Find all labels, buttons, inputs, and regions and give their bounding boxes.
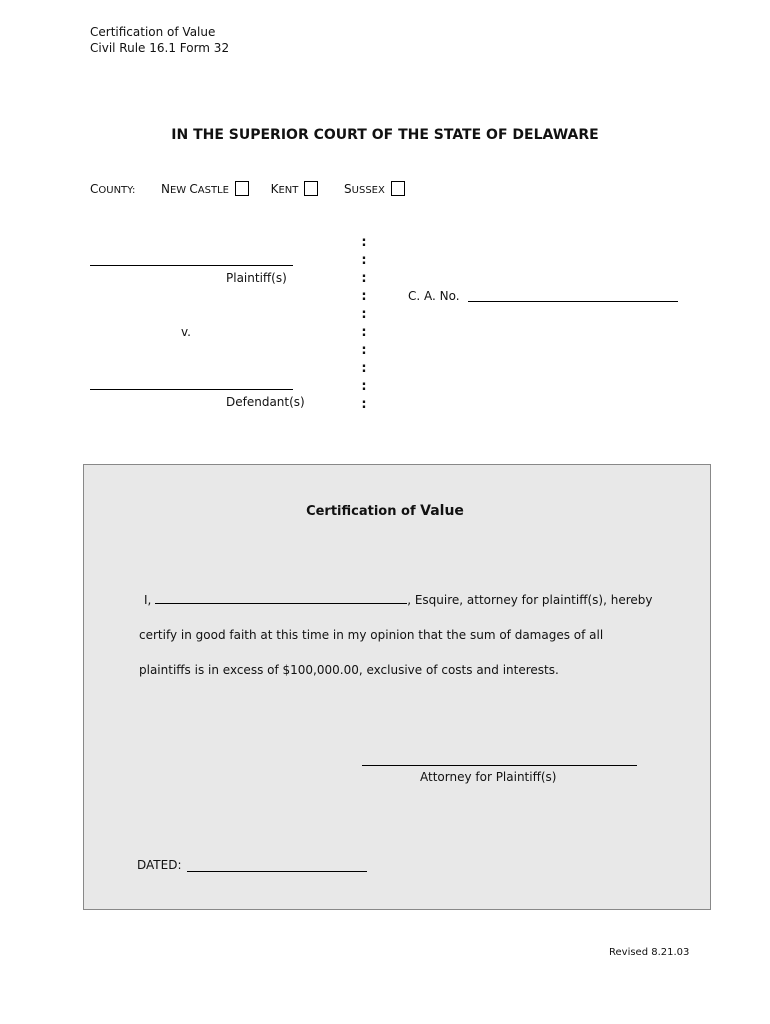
colon-mark: : [361, 253, 367, 268]
county-option-new-castle: NEW CASTLE [160, 182, 229, 196]
attorney-signature-line[interactable] [362, 765, 637, 766]
certification-box [83, 464, 711, 910]
colon-mark: : [361, 307, 367, 322]
colon-mark: : [361, 271, 367, 286]
kent-checkbox[interactable] [304, 181, 318, 196]
new-castle-checkbox[interactable] [235, 181, 249, 196]
certification-para-line3: plaintiffs is in excess of $100,000.00, exclusive of costs and interests. [139, 663, 559, 677]
colon-mark: : [361, 289, 367, 304]
case-number-label: C. A. No. [408, 289, 460, 303]
colon-mark: : [361, 325, 367, 340]
colon-mark: : [361, 397, 367, 412]
caption-colon-column [359, 234, 369, 414]
colon-mark: : [361, 343, 367, 358]
certification-title: Certification of Value [306, 503, 464, 519]
colon-mark: : [361, 379, 367, 394]
versus-label: v. [181, 325, 191, 339]
attorney-signature-label: Attorney for Plaintiff(s) [420, 770, 557, 784]
plaintiff-name-line[interactable] [90, 265, 293, 266]
defendant-name-line[interactable] [90, 389, 293, 390]
form-rule-number: Civil Rule 16.1 Form 32 [90, 41, 230, 55]
defendant-label: Defendant(s) [226, 395, 305, 409]
dated-label: DATED: [137, 858, 182, 872]
certification-para-line2: certify in good faith at this time in my opinion that the sum of damages of all [139, 628, 604, 642]
sussex-checkbox[interactable] [391, 181, 405, 196]
form-title: Certification of Value [90, 25, 216, 39]
case-number-line[interactable] [468, 301, 678, 302]
attorney-name-line[interactable] [155, 593, 407, 604]
court-title: IN THE SUPERIOR COURT OF THE STATE OF DELAWARE [171, 127, 599, 143]
county-option-kent: KENT [270, 182, 299, 196]
dated-line[interactable] [187, 871, 367, 872]
certification-para-line1: I, , Esquire, attorney for plaintiff(s), hereby [144, 593, 653, 607]
colon-mark: : [361, 361, 367, 376]
county-row [90, 181, 405, 201]
revision-date: Revised 8.21.03 [609, 947, 690, 958]
plaintiff-label: Plaintiff(s) [226, 271, 287, 285]
colon-mark: : [361, 235, 367, 250]
county-option-sussex: SUSSEX [344, 182, 385, 196]
county-label: COUNTY: [90, 182, 136, 196]
